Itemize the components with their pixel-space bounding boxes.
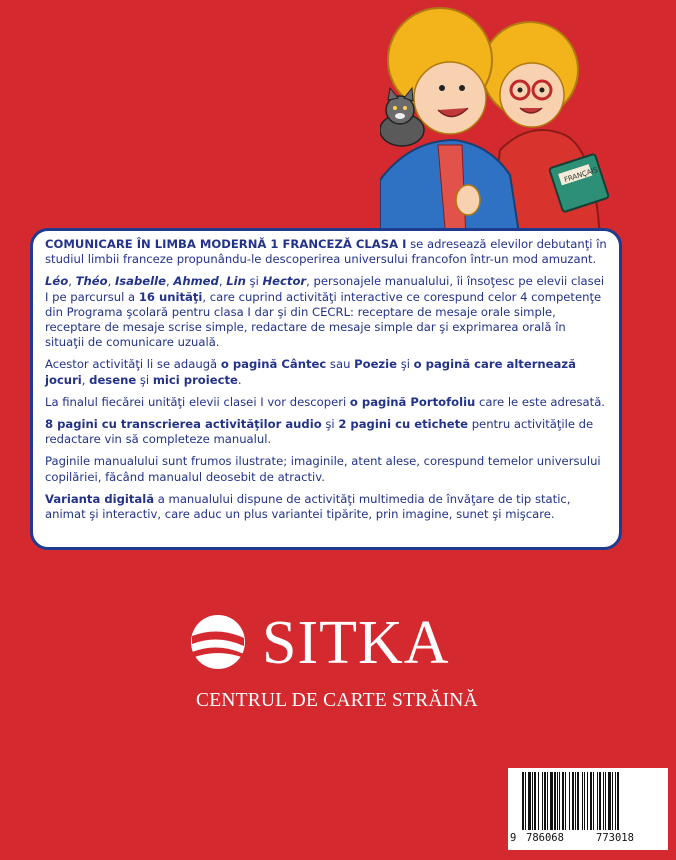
barcode-bar [525, 772, 526, 830]
barcode-bar [584, 772, 585, 830]
publisher-tagline: CENTRUL DE CARTE STRĂINĂ [196, 690, 478, 711]
text-run: şi [321, 417, 339, 432]
text-run: , [165, 274, 174, 289]
description-paragraph [45, 237, 607, 267]
barcode-bar [615, 772, 616, 830]
text-run: 8 pagini cu transcrierea activităţilor audio [45, 417, 322, 432]
barcode-bar [569, 772, 570, 830]
publisher-name: SITKA [262, 609, 450, 677]
text-run: 16 unităţi [138, 289, 203, 304]
barcode-bar [554, 772, 556, 830]
text-run: sau [326, 357, 355, 372]
text-run: . [237, 372, 242, 387]
barcode-bar [582, 772, 583, 830]
barcode-bar [550, 772, 553, 830]
text-run: desene [89, 372, 137, 387]
text-run: , [218, 274, 227, 289]
svg-text:FRANÇAIS: FRANÇAIS [563, 165, 599, 185]
text-run: şi [397, 357, 414, 372]
barcode-bar [617, 772, 619, 830]
barcode-bar [603, 772, 604, 830]
barcode-bar [559, 772, 560, 830]
sitka-logo-icon [188, 612, 248, 672]
publisher-logo [188, 609, 498, 677]
text-run: o pagină Cântec [220, 357, 327, 372]
text-run: mici proiecte [152, 372, 238, 387]
description-box [30, 228, 622, 550]
text-run: , [68, 274, 76, 289]
text-run: Paginile manualului sunt frumos ilustrate; imaginile, atent alese, corespund temelor universului copilăriei, făcând manualul deosebit de atractiv. [45, 454, 601, 484]
text-run: care le este adresată. [475, 394, 605, 409]
text-run: o pagină Portofoliu [349, 394, 476, 409]
barcode-bar [565, 772, 566, 830]
barcode-bar [542, 772, 543, 830]
barcode-left-group: 786068 [526, 832, 564, 844]
barcode-bar [528, 772, 531, 830]
text-run: Acestor activităţi li se adaugă [45, 357, 221, 372]
text-run: Léo [45, 274, 69, 289]
text-run: , [107, 274, 115, 289]
description-paragraph [45, 454, 607, 484]
text-run: Ahmed [173, 274, 219, 289]
text-run: şi [245, 274, 263, 289]
description-paragraph [45, 395, 607, 410]
barcode-bar [572, 772, 574, 830]
text-run: Lin [226, 274, 246, 289]
barcode-bar [605, 772, 606, 830]
barcode-bar [562, 772, 564, 830]
text-run: Isabelle [114, 274, 166, 289]
description-paragraph [45, 417, 607, 447]
text-run: , personajele manualului, îi însoţesc pe elevii clasei I pe parcursul a [45, 274, 605, 304]
barcode-bar [534, 772, 536, 830]
barcode-bar [608, 772, 611, 830]
text-run: pentru activităţile de redactare vin să completeze manualul. [45, 417, 594, 447]
barcode-bar [593, 772, 594, 830]
barcode-bar [599, 772, 601, 830]
barcode-bar [577, 772, 579, 830]
text-run: a manualului dispune de activităţi multimedia de învăţare de tip static, animat şi interactiv, care aduc un plus variantei tipărite, prin imagine, sunet şi mişcare. [45, 491, 571, 522]
description-paragraph [45, 357, 607, 387]
barcode-bar [547, 772, 548, 830]
text-run: Hector [262, 274, 307, 289]
text-run: Varianta digitală [45, 491, 155, 506]
description-paragraph [45, 492, 607, 522]
barcode-bar [557, 772, 558, 830]
description-paragraph [45, 274, 607, 350]
barcode-bar [597, 772, 598, 830]
barcode-right-group: 773018 [596, 832, 634, 844]
barcode-first-digit: 9 [510, 832, 517, 844]
barcode-bar [538, 772, 539, 830]
isbn-barcode [508, 768, 668, 850]
barcode-bar [532, 772, 533, 830]
barcode-bar [522, 772, 524, 830]
text-run: Poezie [354, 357, 398, 372]
text-run: , [81, 372, 90, 387]
barcode-bar [612, 772, 613, 830]
barcode-bar [575, 772, 576, 830]
barcode-bar [544, 772, 546, 830]
text-run: şi [136, 372, 153, 387]
barcode-bar [590, 772, 592, 830]
barcode-bar [587, 772, 588, 830]
cover-illustration [380, 0, 610, 240]
text-run: Théo [75, 274, 108, 289]
text-run: COMUNICARE ÎN LIMBA MODERNĂ 1 FRANCEZĂ CLASA I [45, 237, 407, 251]
text-run: La finalul fiecărei unităţi elevii clasei I vor descoperi [45, 394, 350, 409]
text-run: 2 pagini cu etichete [338, 417, 469, 432]
text-run: o pagină care alternează jocuri [45, 357, 576, 387]
text-run: , care cuprind activităţi interactive ce corespund celor 4 competenţe din Programa şcolară pentru clasa I dar şi din CECRL: receptare de mesaje orale simple, receptare de mesaje scrise simple, redactare de mesaje simple dar şi exprimarea orală în situaţii de comunicare uzuală. [45, 289, 602, 350]
text-run: se adresează elevilor debutanţi în studiul limbii franceze propunându-le descoperirea universului francofon într-un mod amuzant. [45, 237, 607, 267]
